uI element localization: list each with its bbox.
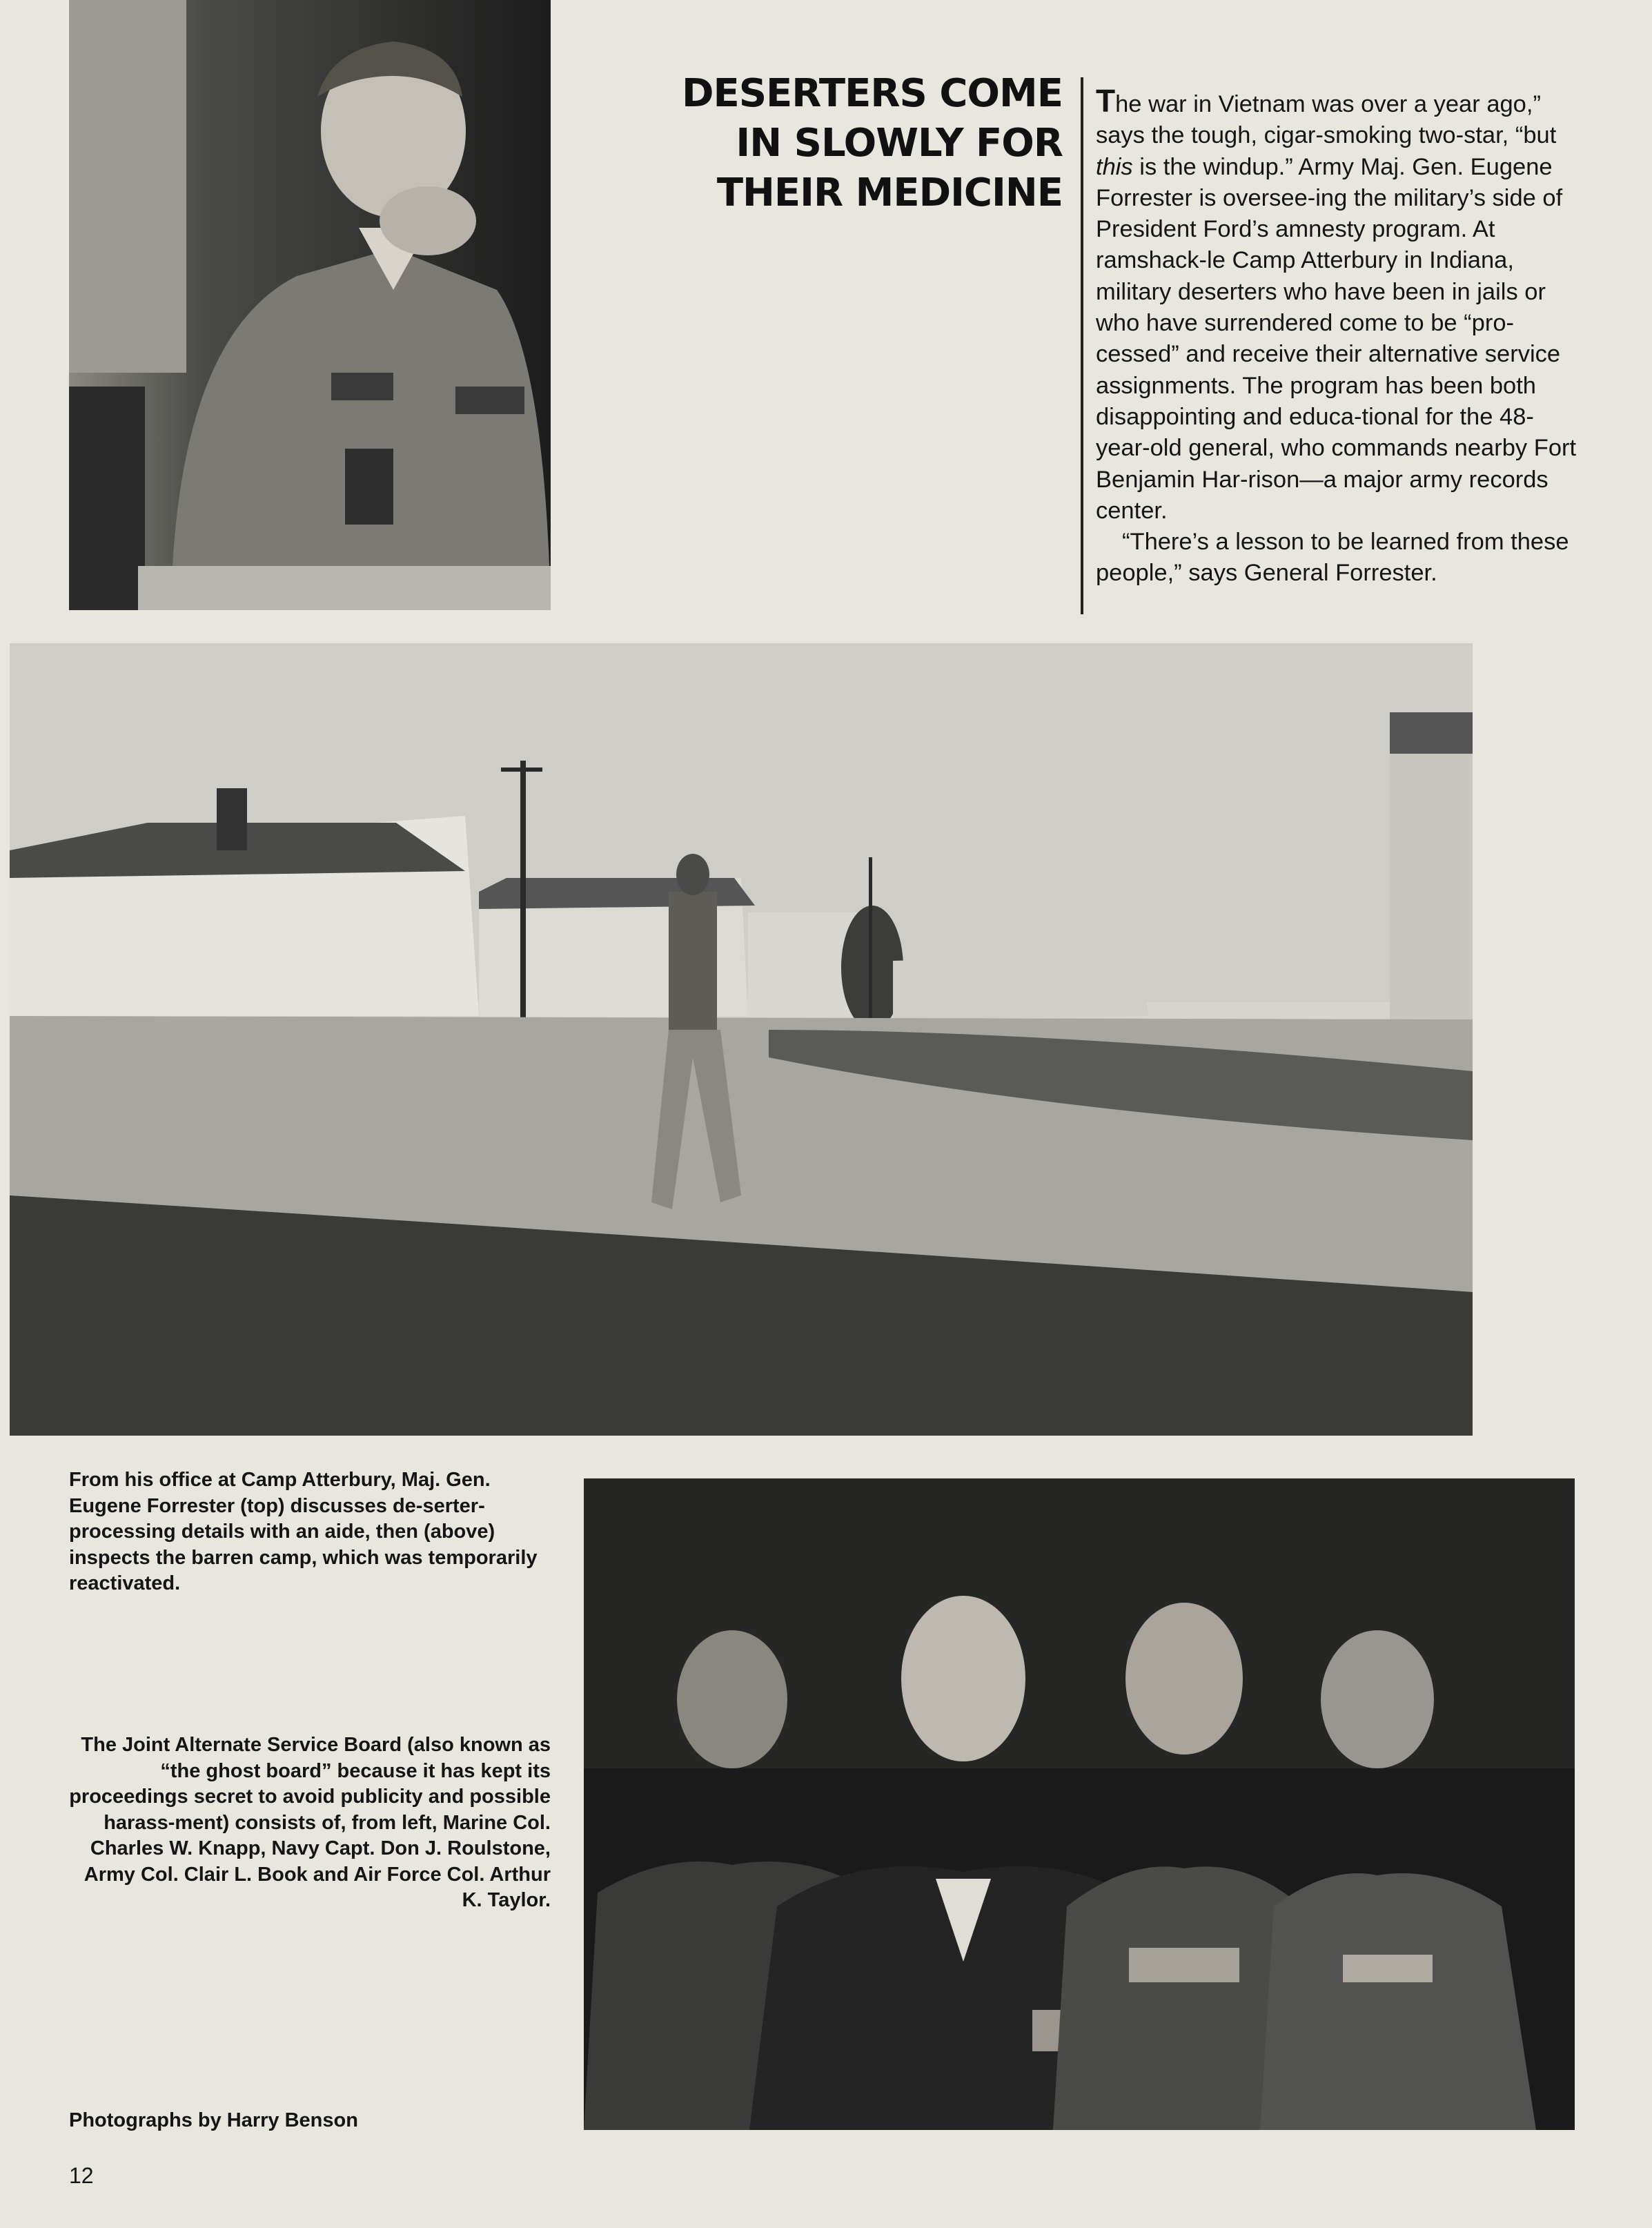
general-smoking-photo: [69, 0, 551, 610]
camp-atterbury-photo: [10, 643, 1473, 1436]
headline-line-3: THEIR MEDICINE: [716, 170, 1063, 215]
headline-line-2: IN SLOWLY FOR: [736, 121, 1063, 166]
caption-camp-atterbury: From his office at Camp Atterbury, Maj. Gen. Eugene Forrester (top) discusses de-serter-processing details with an aide, then (above) inspects the barren camp, which was temporarily reactivated.: [69, 1469, 538, 1594]
article-body: [1096, 83, 1579, 589]
photo-credit: Photographs by Harry Benson: [69, 2109, 358, 2131]
article-paragraph-2: “There’s a lesson to be learned from these people,” says General Forrester.: [1096, 529, 1569, 587]
page-number: 12: [69, 2163, 94, 2188]
caption-ghost-board: The Joint Alternate Service Board (also known as “the ghost board” because it has kept its proceedings secret to avoid publicity and possible harass-ment) consists of, from left, Marine Col. Charles W. Knapp, Navy Capt. Don J. Roulstone, Army Col. Clair L. Book and Air Force Col. Arthur K. Taylor.: [69, 1734, 551, 1911]
article-paragraph-1: [1096, 83, 1579, 527]
headline-line-1: DESERTERS COME: [681, 71, 1063, 116]
headline: [607, 69, 1063, 218]
paragraph-1-part-a: he war in Vietnam was over a year ago,” says the tough, cigar-smoking two-star, “but: [1096, 91, 1557, 149]
emphasis-this: this: [1096, 153, 1133, 180]
paragraph-1-part-b: is the windup.” Army Maj. Gen. Eugene Forrester is oversee-ing the military’s side of President Ford’s amnesty program. At ramshack-le Camp Atterbury in Indiana, military deserters who have been in jails or who have surrendered come to be “pro-cessed” and receive their alternative service assignments. The program has been both disappointing and educa-tional for the 48-year-old general, who commands nearby Fort Benjamin Har-rison—a major army records center.: [1096, 153, 1577, 524]
drop-cap: T: [1096, 83, 1116, 119]
column-rule: [1081, 77, 1083, 614]
ghost-board-photo: [584, 1478, 1575, 2130]
